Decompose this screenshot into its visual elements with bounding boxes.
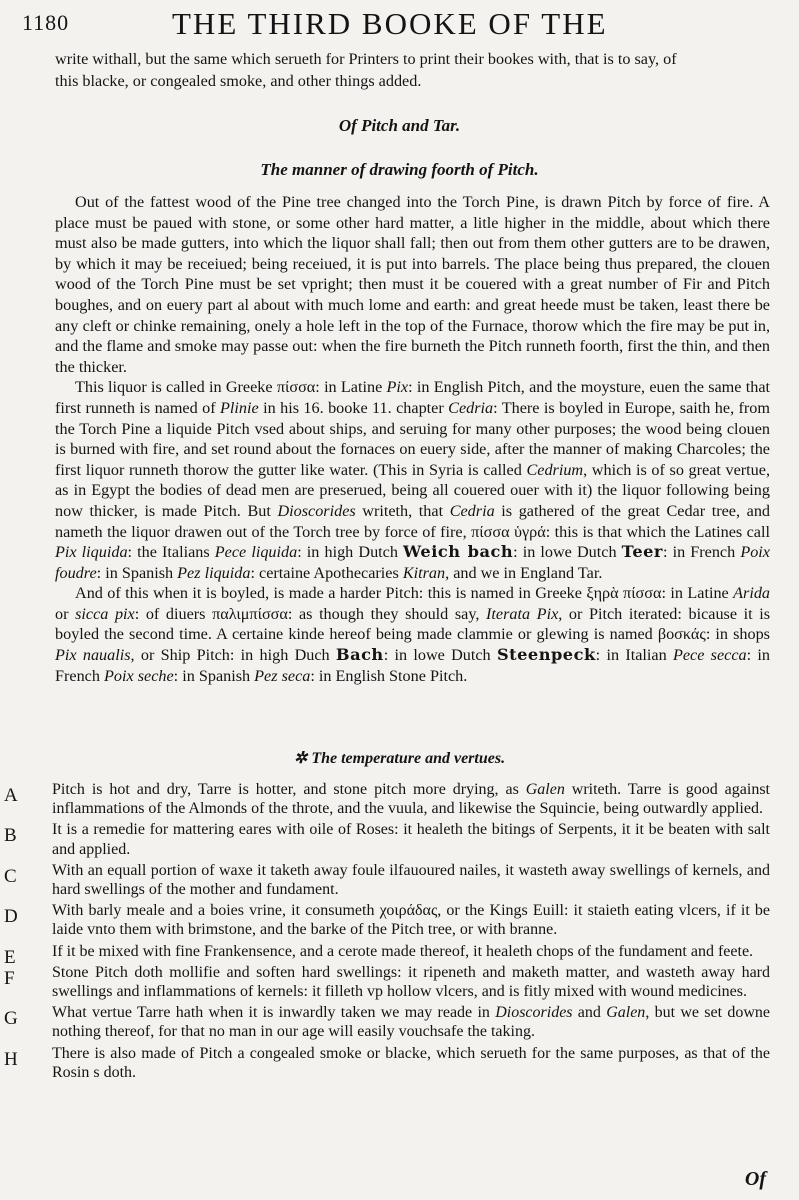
blackletter-word: Teer [621,542,663,562]
text-run: , or Ship Pitch: in high Duch [130,646,336,665]
temperature-title: ✲ The temperature and vertues. [293,750,506,767]
italic-word: sicca pix [75,604,135,623]
greek-word: ξηρὰ πίσσα [586,584,662,603]
virtue-item [4,963,770,1001]
text-run: : of diuers [134,604,213,623]
running-title: THE THIRD BOOKE OF THE [172,6,608,41]
italic-word: Galen [525,781,565,798]
text-run: If it be mixed with fine Frankensence, and a cerote made thereof, it healeth chops of the fundament and feete. [52,942,754,960]
text-run: With barly meale and a boies vrine, it consumeth [52,902,380,920]
text-run: : the Italians [127,543,215,562]
text-run: And of this when it is boyled, is made a harder Pitch: this is named in Greeke [75,584,587,603]
text-run: : in English Stone Pitch. [310,666,468,685]
text-run: , or Pitch iterated: bicause it is boyled the second time. A certaine kinde hereof being made clammie or glewing is named [55,604,771,644]
italic-word: Poix foudre [55,543,770,582]
text-run: : There is boyled in Europe, saith he, from the Torch Pine a liquide Pitch vsed about ships, and seruing for many other purposes; the wood being clouen is burned with fire, and set round about the fornaces on euery side, after the manner of making Charcoles; the first liquor runneth thorow the gutter like water. (This in Syria is called [55,398,770,479]
text-run: : in lowe Dutch [383,646,497,665]
greek-word: πίσσα [276,378,316,397]
greek-word: χοιράδας [379,902,438,920]
italic-word: Pix liquida [55,543,128,562]
blackletter-word: Bach [335,645,384,665]
text-run: writeth. Tarre is good against inflammations of the Almonds of the throte, and the vuula, and likewise the Squincie, being outwardly applied. [52,781,770,818]
text-run: , but we set downe nothing thereof, for that no man in our age will easily vouchsafe the taking. [52,1004,771,1041]
margin-letter: C [4,865,17,887]
italic-word: Dioscorides [495,1004,573,1022]
greek-word: βοσκάς [657,625,706,644]
italic-word: Pix naualis [55,646,131,665]
margin-letter: E [4,946,16,968]
italic-word: Pece secca [672,646,747,665]
subsection-title: The manner of drawing foorth of Pitch. [260,160,539,179]
virtue-item [4,820,770,858]
virtue-text [52,861,770,899]
italic-word: Cedria [449,501,495,520]
paragraph-pitch-names [55,377,770,583]
text-run: in his 16. booke 11. chapter [258,398,449,417]
virtue-item [4,901,771,939]
italic-word: Galen [606,1004,646,1022]
text-run: , or the Kings Euill: it staieth eating vlcers, if it be laide vnto them with brimstone, and the barke of the Pitch tree, or with branne. [52,902,771,939]
catchword: Of [744,1168,766,1190]
italic-word: Pix [386,378,409,397]
text-run: Stone Pitch doth mollifie and soften hard swellings: it ripeneth and maketh matter, and wasteth away hard swellings and inflammations of kernels: it filleth vp hollow vlcers, and is fitly mixed with wound medicines. [52,963,770,1001]
blackletter-word: Steenpeck [496,645,596,665]
virtue-text [52,942,770,961]
text-run: writeth, that [355,501,450,520]
text-run: : as though they should say, [287,604,487,623]
italic-word: Cedrium [526,460,584,479]
text-run: It is a remedie for mattering eares with oile of Roses: it healeth the bitings of Serpents, it it be beaten with salt and applied. [52,821,770,858]
text-run: , which is of so great vertue, as in Egypt the bodies of dead men are preserued, being all couered ouer with it) the liquor following being now thicker, is made Pitch. But [55,460,771,520]
text-run: : in high Dutch [297,543,404,562]
page-header [22,6,769,46]
greek-word: πίσσα ὑγρά [471,522,546,541]
page-number: 1180 [22,10,70,35]
greek-word: παλιμπίσσα [212,604,288,623]
text-run: This liquor is called in Greeke [75,378,277,397]
text-run: With an equall portion of waxe it taketh away foule ilfauoured nailes, it wasteth away swellings of kernels, and hard swellings of the mother and fundament. [52,861,770,899]
italic-word: Poix seche [104,666,174,685]
paragraph-pitch-drawing: Out of the fattest wood of the Pine tree changed into the Torch Pine, is drawn Pitch by force of fire. A place must be paued with stone, or some other hard matter, a litle higher in the middle, about which there must also be made gutters, into which the liquor shall fall; then out from them other gutters are to be drawen, by which it may be receiued; being receiued, it is put into barrels. The place being thus prepared, the clouen wood of the Torch Pine must be set vpright; then must it be couered with a great number of Fir and Pitch boughes, and on euery part al about with much lome and earth: and great heede must be taken, least there be any cleft or chinke remaining, onely a hole left in the top of the Furnace, thorow which the fire may be put in, and the flame and smoke may passe out: when the fire burneth the Pitch runneth foorth, first the thin, and then the thicker. [55,193,770,376]
italic-word: Pez seca [254,666,311,685]
text-run: : in French [662,543,741,562]
margin-letter: H [4,1048,18,1070]
blackletter-word: Weich bach [403,542,514,562]
margin-letter: A [4,785,18,806]
margin-letter: G [4,1008,18,1030]
virtue-item [4,861,770,899]
virtue-text [52,820,770,858]
virtue-text [52,901,770,939]
text-run: : in Spanish [96,563,178,582]
virtue-item [4,942,770,968]
text-run: : in lowe Dutch [513,543,622,562]
main-text [55,192,770,686]
italic-word: Pece liquida [214,543,298,562]
carryover-text [55,48,770,92]
italic-word: Pez liquida [177,563,251,582]
text-run: : this is that which the Latines call [545,522,770,541]
carryover-line: this blacke, or congealed smoke, and other things added. [55,72,422,90]
text-run: : in Spanish [173,666,255,685]
paragraph-hard-pitch [55,583,770,686]
margin-letter: F [4,967,15,989]
virtue-text [52,1044,770,1082]
text-run: What vertue Tarre hath when it is inwardly taken we may reade in [52,1004,496,1022]
text-run: is gathered of the great Cedar tree, and nameth the liquor drawen out of the Torch tree by force of fire, [55,501,771,541]
text-run: or [55,604,76,623]
margin-letter: D [4,906,18,928]
text-run: and [572,1004,607,1022]
italic-word: Plinie [220,398,259,417]
virtues-list [4,780,771,1084]
virtue-item [4,1044,770,1082]
italic-word: Iterata Pix [486,604,559,623]
virtue-text [52,1003,770,1041]
margin-letter: B [4,825,17,847]
text-run: : in Italian [595,646,673,665]
italic-word: Kitran [402,563,446,582]
text-run: : in French [55,646,770,685]
text-run: : in Latine [315,378,387,397]
italic-word: Cedria [448,398,494,417]
virtue-item [4,1003,771,1041]
virtue-text [52,963,770,1001]
text-run: There is also made of Pitch a congealed smoke or blacke, which serueth for the same purposes, as that of the Rosin s doth. [52,1044,770,1081]
virtue-item [4,780,770,818]
carryover-line: write withall, but the same which serueth for Printers to print their bookes with, that is to say, of [55,50,677,68]
section-title: Of Pitch and Tar. [338,116,461,135]
virtue-text [52,780,770,818]
text-run: : in shops [705,625,770,644]
text-run: : certaine Apothecaries [250,563,403,582]
italic-word: Arida [733,584,771,603]
text-run: : in Latine [661,584,734,603]
text-run: , and we in England Tar. [445,563,603,582]
text-run: Pitch is hot and dry, Tarre is hotter, and stone pitch more drying, as [52,781,526,798]
text-run: : in English Pitch, and the moysture, euen the same that first runneth is named of [55,378,770,417]
italic-word: Dioscorides [277,501,356,520]
